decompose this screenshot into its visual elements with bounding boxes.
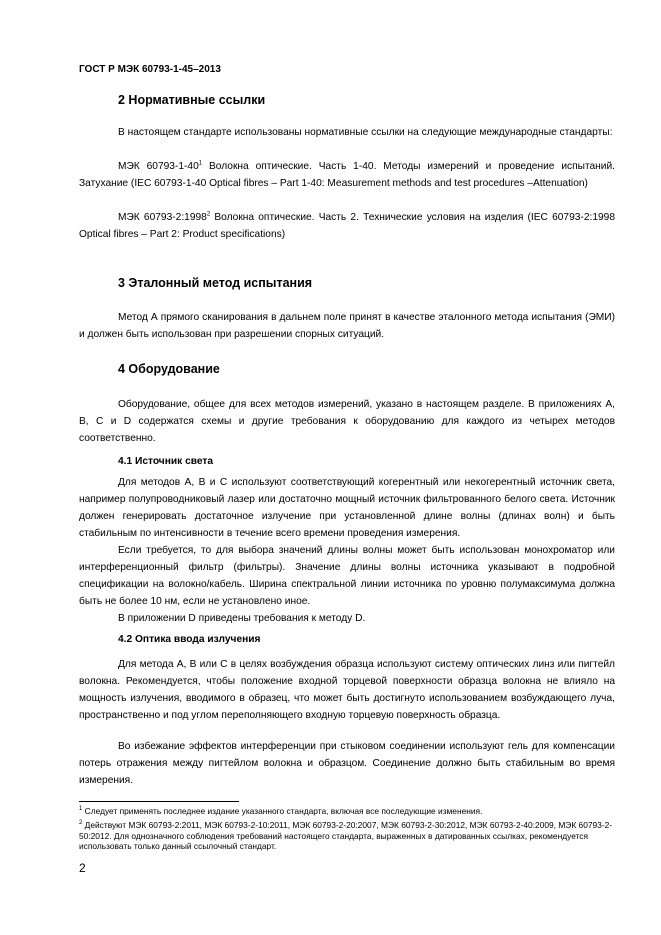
footnote-mark-2[interactable]: 2 bbox=[206, 211, 211, 218]
reference-2-code: МЭК 60793-2:1998 bbox=[118, 212, 207, 223]
document-header: ГОСТ Р МЭК 60793-1-45–2013 bbox=[79, 64, 221, 75]
section-3-paragraph: Метод А прямого сканирования в дальнем поле принят в качестве эталонного метода испытания (ЭМИ) и должен быть использован при разрешении спорных ситуаций. bbox=[79, 312, 615, 340]
subsection-4-1-paragraph-3: В приложении D приведены требования к методу D. bbox=[118, 613, 366, 624]
footnote-2 bbox=[79, 820, 616, 852]
section-3-heading: 3 Эталонный метод испытания bbox=[118, 276, 313, 290]
reference-1-title: Волокна оптические. Часть 1-40. Методы измерений и проведение испытаний. Затухание (IEC 60793-1-40 Optical fibres – Part 1-40: Measurement methods and test procedures –Attenuation) bbox=[79, 161, 615, 189]
footnote-1-mark: 1 bbox=[79, 806, 83, 813]
reference-1-code: МЭК 60793-1-40 bbox=[118, 161, 199, 172]
section-2-intro-paragraph: В настоящем стандарте использованы нормативные ссылки на следующие международные стандарты: bbox=[118, 127, 613, 138]
section-2-reference-1 bbox=[79, 158, 615, 192]
subsection-4-1-paragraph-1: Для методов А, В и С используют соответствующий когерентный или некогерентный источник света, например полупроводниковый лазер или достаточно мощный источник фильтрованного белого света. Источник должен генерировать достаточное излучение при установленной длине волны (длинах волн) и быть стабильным по интенсивности в течение всего времени проведения измерения. bbox=[79, 477, 615, 539]
footnote-2-text: Действуют МЭК 60793-2:2011, МЭК 60793-2-10:2011, МЭК 60793-2-20:2007, МЭК 60793-2-30:2012, МЭК 60793-2-40:2009, МЭК 60793-2-50:2012. Для однозначного соблюдения требований настоящего стандарта, выраженных в датированных ссылках, рекомендуется использовать только данный ссылочный стандарт. bbox=[79, 820, 613, 851]
footnote-mark-1[interactable]: 1 bbox=[198, 160, 203, 167]
section-2-reference-2 bbox=[79, 209, 615, 243]
page-number: 2 bbox=[79, 861, 86, 875]
subsection-4-1-heading: 4.1 Источник света bbox=[118, 456, 214, 467]
subsection-4-2-paragraph-2: Во избежание эффектов интерференции при стыковом соединении используют гель для компенсации потерь отражения между пигтейлом волокна и образцом. Соединение должно быть стабильным во время измерения. bbox=[79, 741, 615, 786]
footnote-separator bbox=[79, 801, 239, 802]
subsection-4-2-heading: 4.2 Оптика ввода излучения bbox=[118, 634, 261, 645]
footnote-1 bbox=[79, 806, 616, 817]
reference-2-title: Волокна оптические. Часть 2. Технические условия на изделия (IEC 60793-2:1998 Optical fibres – Part 2: Product specifications) bbox=[79, 212, 615, 240]
section-2-heading: 2 Нормативные ссылки bbox=[118, 93, 266, 107]
footnote-2-mark: 2 bbox=[79, 820, 83, 827]
footnote-1-text: Следует применять последнее издание указанного стандарта, включая все последующие изменения. bbox=[82, 806, 483, 816]
subsection-4-2-paragraph-1: Для метода А, В или С в целях возбуждения образца используют систему оптических линз или пигтейл волокна. Рекомендуется, чтобы положение входной торцевой поверхности образца волокна не влияло на мощность излучения, вводимого в образец, что может быть достигнуто использованием возбуждающего луча, пространственно и под углом переполняющего входную торцевую поверхность образца. bbox=[79, 659, 615, 721]
section-4-heading: 4 Оборудование bbox=[118, 362, 220, 376]
section-4-intro-paragraph: Оборудование, общее для всех методов измерений, указано в настоящем разделе. В приложениях А, В, С и D содержатся схемы и другие требования к оборудованию для каждого из четырех методов соответственно. bbox=[79, 399, 615, 444]
subsection-4-1-paragraph-2: Если требуется, то для выбора значений длины волны может быть использован монохроматор или интерференционный фильтр (фильтры). Значение длины волны источника указывают в подробной спецификации на волокно/кабель. Ширина спектральной линии источника по уровню полумаксимума должна быть не более 10 нм, если не установлено иное. bbox=[79, 545, 615, 607]
